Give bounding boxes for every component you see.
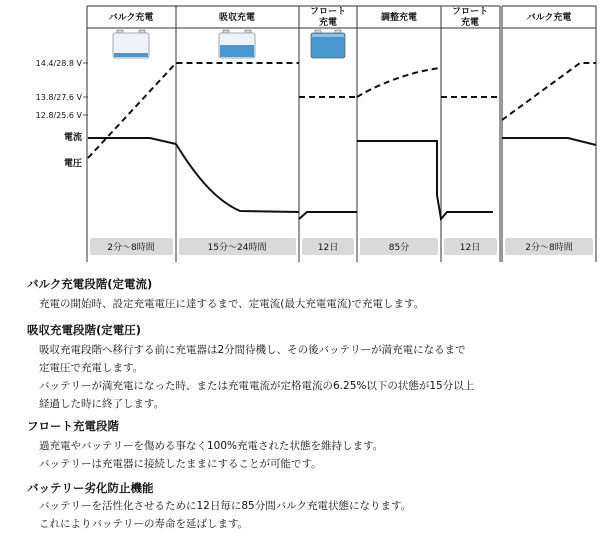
phase-label-float-1-line2: 充電 [318,18,338,28]
duration-label-refresh: 85分 [388,243,410,253]
section-line: これによりバッテリーの寿命を延ばします。 [39,518,249,530]
duration-label-absorption: 15分～24時間 [207,243,267,253]
duration-label-bulk-2: 2分～8時間 [525,243,573,253]
section-line: 吸収充電段階へ移行する前に充電器は2分間待機し、その後バッテリーが満充電になるまで [39,344,466,356]
section-line: バッテリーを活性化させるために12日毎に85分間バルク充電状態になります。 [39,500,412,512]
duration-label-bulk: 2分～8時間 [107,243,155,253]
battery-icon-mid [219,30,255,58]
section-line: バッテリーは充電器に接続したままにすることが可能です。 [39,458,322,470]
battery-icon-low [113,30,149,58]
phase-label-bulk-2: バルク充電 [526,13,572,23]
phase-label-float-1-line1: フロート [309,7,347,17]
current-axis-label: 電流 [63,133,82,143]
section-title: バッテリー劣化防止機能 [27,481,154,495]
section-line: 経過した時に終了します。 [39,398,165,410]
section-line: バッテリーが満充電になった時、または充電電流が定格電流の6.25%以下の状態が15分以上 [39,380,475,392]
section-line: 定電圧で充電します。 [39,362,144,374]
current-curve [88,138,596,219]
section-title: バルク充電段階(定電流) [27,277,153,291]
section-line: 過充電やバッテリーを傷める事なく100%充電された状態を維持します。 [39,440,384,452]
battery-icon-full [311,30,345,58]
voltage-level-14-4: 14.4/28.8 V [35,59,82,68]
voltage-curve [88,63,596,158]
phase-label-absorption: 吸収充電 [218,13,256,23]
phase-label-float-2-line2: 充電 [460,18,480,28]
section-line: 充電の開始時、設定充電電圧に達するまで、定電流(最大充電電流)で充電します。 [39,298,425,310]
phase-label-refresh: 調整充電 [380,13,418,23]
voltage-level-13-8: 13.8/27.6 V [35,93,82,102]
voltage-level-12-8: 12.8/25.6 V [35,111,82,120]
charging-stage-diagram [0,0,600,270]
section-title: フロート充電段階 [27,419,119,433]
duration-label-float-2: 12日 [459,243,481,253]
duration-label-float-1: 12日 [317,243,339,253]
phase-label-float-2-line1: フロート [451,7,489,17]
section-title: 吸収充電段階(定電圧) [27,323,142,337]
duration-bars [90,238,593,255]
phase-label-bulk: バルク充電 [108,13,154,23]
voltage-axis-label: 電圧 [63,159,82,169]
